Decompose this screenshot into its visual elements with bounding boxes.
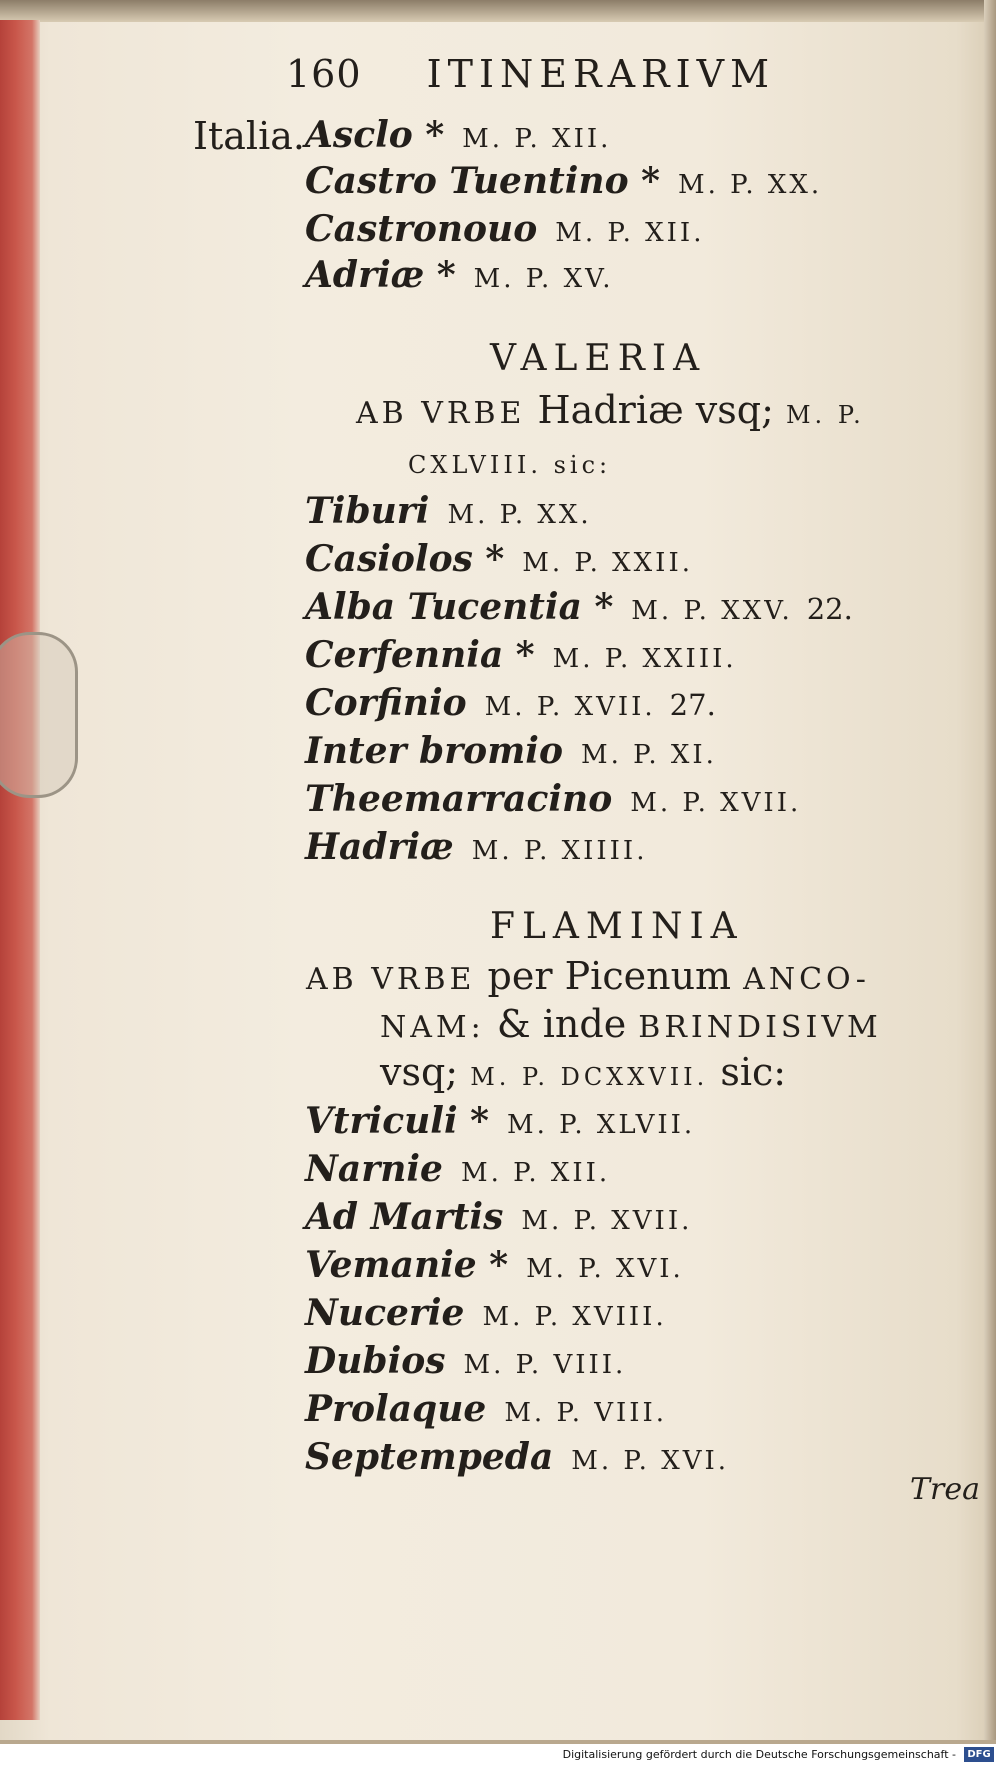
distance: M. P. XVI. [571, 1446, 730, 1476]
route-text: sic: [720, 1050, 787, 1094]
entry-line [305, 1436, 729, 1478]
entry-line [305, 1196, 692, 1238]
place-name: Castro Tuentino * [305, 160, 660, 202]
entry-line [305, 586, 853, 628]
ordinal: 27. [669, 688, 716, 722]
route-text: Hadriæ vsq; [537, 388, 774, 432]
route-caps: NAM: [380, 1010, 485, 1045]
distance: M. P. XVII. [521, 1206, 693, 1236]
funding-note: Digitalisierung gefördert durch die Deutsche Forschungsgemeinschaft - [562, 1748, 956, 1761]
distance: M. P. XVI. [526, 1254, 684, 1284]
route-text: & inde [496, 1002, 627, 1046]
catchword: Trea [910, 1472, 980, 1507]
distance: M. P. XV. [473, 264, 614, 294]
distance: M. P. XI. [580, 740, 717, 770]
running-title: ITINERARIVM [426, 52, 776, 96]
route-caps: ANCO- [743, 962, 870, 997]
entry-line [305, 1388, 667, 1430]
place-name: Prolaque [305, 1388, 487, 1430]
distance: M. P. XXII. [522, 548, 693, 578]
place-name: Asclo * [305, 114, 445, 156]
place-name: Adriæ * [305, 254, 456, 296]
distance: M. P. XII. [555, 218, 705, 248]
place-name: Castronouo [305, 208, 538, 250]
distance: M. P. XXIII. [552, 644, 737, 674]
place-name: Theemarracino [305, 778, 613, 820]
distance: M. P. XXV. [631, 596, 793, 626]
route-text: vsq; [380, 1050, 459, 1094]
section-heading-flaminia: FLAMINIA [490, 906, 744, 947]
ordinal: 22. [806, 592, 853, 626]
route-caps: AB VRBE [356, 396, 526, 431]
place-name: Tiburi [305, 490, 430, 532]
entry-line [305, 1340, 626, 1382]
digitization-footer [0, 1744, 1000, 1766]
entry-line [305, 254, 614, 296]
entry-line [305, 778, 815, 820]
place-name: Vtriculi * [305, 1100, 490, 1142]
route-description [306, 954, 870, 998]
distance: M. P. XLVII. [507, 1110, 696, 1140]
place-name: Nucerie [305, 1292, 465, 1334]
route-total: CXLVIII. sic: [408, 451, 612, 479]
distance: M. P. XII. [462, 124, 612, 154]
place-name: Narnie [305, 1148, 443, 1190]
route-description-line2 [408, 438, 611, 482]
entry-line [305, 114, 611, 156]
entry-line [305, 208, 704, 250]
margin-note: Italia. [193, 114, 305, 158]
entry-line [305, 682, 716, 724]
distance: M. P. VIII. [463, 1350, 627, 1380]
route-description [356, 388, 865, 432]
place-name: Vemanie * [305, 1244, 509, 1286]
distance: M. P. XIIII. [471, 836, 648, 866]
distance: M. P. XVIII. [482, 1302, 667, 1332]
route-caps: BRINDISIVM [638, 1010, 882, 1045]
entry-line [305, 1292, 667, 1334]
entry-line [305, 634, 751, 676]
route-description-line2 [380, 1002, 882, 1046]
entry-line [305, 538, 707, 580]
dfg-logo-icon: DFG [964, 1747, 994, 1762]
route-description-line3 [380, 1050, 786, 1094]
place-name: Dubios [305, 1340, 446, 1382]
place-name: Casiolos * [305, 538, 505, 580]
entry-line [305, 490, 606, 532]
entry-line [305, 730, 731, 772]
entry-line [305, 826, 661, 868]
place-name: Cerfennia * [305, 634, 535, 676]
place-name: Alba Tucentia * [305, 586, 614, 628]
entry-line [305, 1148, 610, 1190]
running-head [286, 52, 775, 96]
route-distance: M. P. DCXXVII. [470, 1063, 709, 1091]
distance: M. P. XVII. [630, 788, 802, 818]
entry-line [305, 1100, 695, 1142]
route-text: per Picenum [487, 954, 732, 998]
entry-line [305, 160, 822, 202]
entry-line [305, 1244, 684, 1286]
section-heading-valeria: VALERIA [490, 338, 707, 379]
place-name: Corfinio [305, 682, 467, 724]
distance: M. P. XVII. [484, 692, 656, 722]
distance: M. P. XII. [460, 1158, 611, 1188]
distance: M. P. XX. [677, 170, 823, 200]
place-name: Hadriæ [305, 826, 454, 868]
place-name: Inter bromio [305, 730, 563, 772]
route-caps: AB VRBE [306, 962, 476, 997]
place-name: Ad Martis [305, 1196, 504, 1238]
route-distance: M. P. [785, 401, 865, 429]
distance: M. P. VIII. [504, 1398, 668, 1428]
place-name: Septempeda [305, 1436, 554, 1478]
distance: M. P. XX. [447, 500, 592, 530]
page-number: 160 [286, 52, 362, 96]
